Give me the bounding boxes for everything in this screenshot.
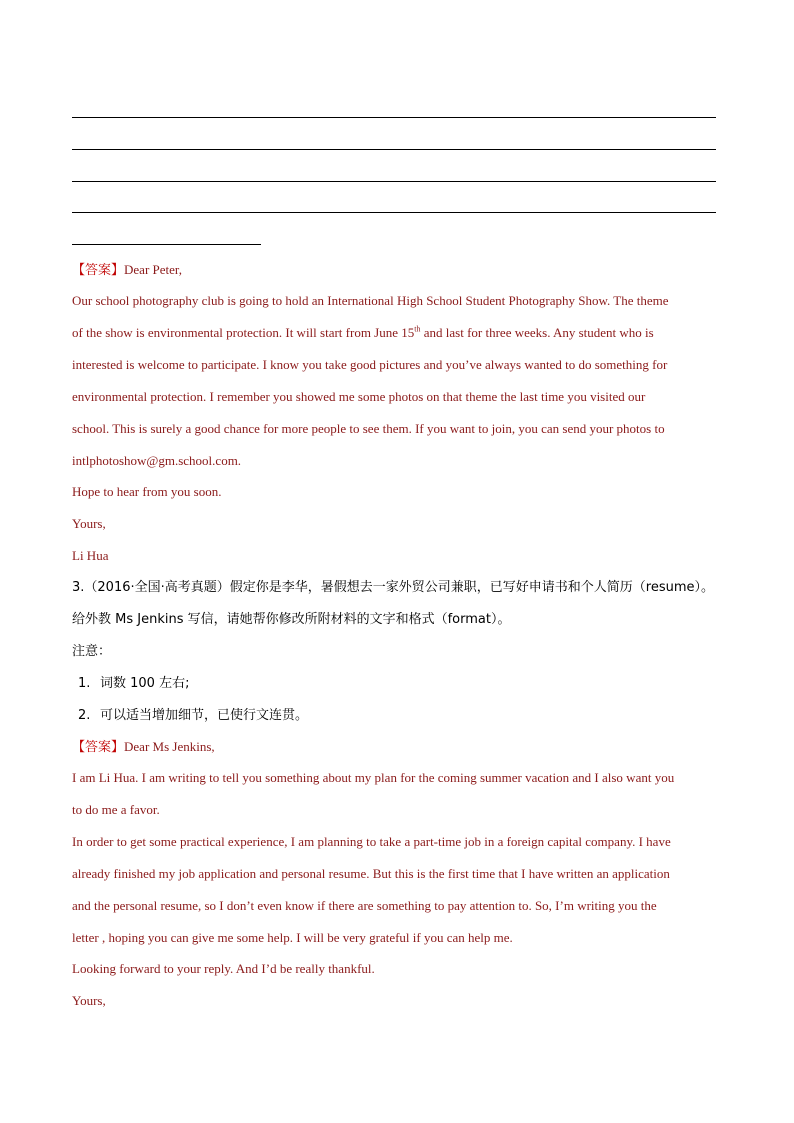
answer-line: to do me a favor. xyxy=(72,802,160,817)
question-3-prompt-line: 给外教 Ms Jenkins 写信，请她帮你修改所附材料的文字和格式（format）。 xyxy=(72,612,511,627)
answer-line: and the personal resume, so I don’t even know if there are something to pay attention to. So, I’m writing you the xyxy=(72,898,657,913)
notes-title: 注意： xyxy=(72,644,112,659)
question-source: （2016·全国·高考真题） xyxy=(84,580,230,595)
question-number: 3. xyxy=(72,580,85,595)
note-item: 1. 词数 100 左右; xyxy=(78,676,190,691)
writing-line xyxy=(72,181,716,182)
writing-line xyxy=(72,117,716,118)
answer-salutation xyxy=(72,738,215,757)
answer-signoff: Yours, xyxy=(72,993,106,1008)
answer-salutation xyxy=(72,261,182,280)
answer-signoff: Yours, xyxy=(72,516,106,531)
answer-line: I am Li Hua. I am writing to tell you something about my plan for the coming summer vacation and I also want you xyxy=(72,770,675,785)
answer-line: environmental protection. I remember you showed me some photos on that theme the last time you visited our xyxy=(72,389,646,404)
answer-line: of the show is environmental protection. It will start from June 15th and last for three weeks. Any student who is xyxy=(72,324,654,340)
writing-line xyxy=(72,212,716,213)
writing-line xyxy=(72,149,716,150)
answer-tag: 【答案】 xyxy=(72,263,125,278)
answer-line: In order to get some practical experience, I am planning to take a part-time job in a foreign capital company. I have xyxy=(72,834,671,849)
answer-signature: Li Hua xyxy=(72,548,109,563)
answer-line: intlphotoshow@gm.school.com. xyxy=(72,453,242,468)
salutation: Dear Ms Jenkins, xyxy=(124,739,215,754)
answer-line: school. This is surely a good chance for more people to see them. If you want to join, you can send your photos to xyxy=(72,421,665,436)
answer-line: interested is welcome to participate. I know you take good pictures and you’ve always wanted to do something for xyxy=(72,357,668,372)
question-3-prompt: 3.（2016·全国·高考真题）假定你是李华，暑假想去一家外贸公司兼职，已写好申请书和个人简历（resume）。 xyxy=(72,580,714,595)
salutation: Dear Peter, xyxy=(124,262,182,277)
answer-line: already finished my job application and personal resume. But this is the first time that I have written an application xyxy=(72,866,670,881)
writing-line-short xyxy=(72,244,261,245)
answer-closing: Hope to hear from you soon. xyxy=(72,484,222,499)
answer-tag: 【答案】 xyxy=(72,740,125,755)
answer-line: Our school photography club is going to hold an International High School Student Photography Show. The theme xyxy=(72,293,669,308)
answer-line: Looking forward to your reply. And I’d be really thankful. xyxy=(72,961,375,976)
answer-line: letter , hoping you can give me some help. I will be very grateful if you can help me. xyxy=(72,930,513,945)
superscript: th xyxy=(414,324,421,334)
note-item: 2. 可以适当增加细节，已使行文连贯。 xyxy=(78,708,309,723)
